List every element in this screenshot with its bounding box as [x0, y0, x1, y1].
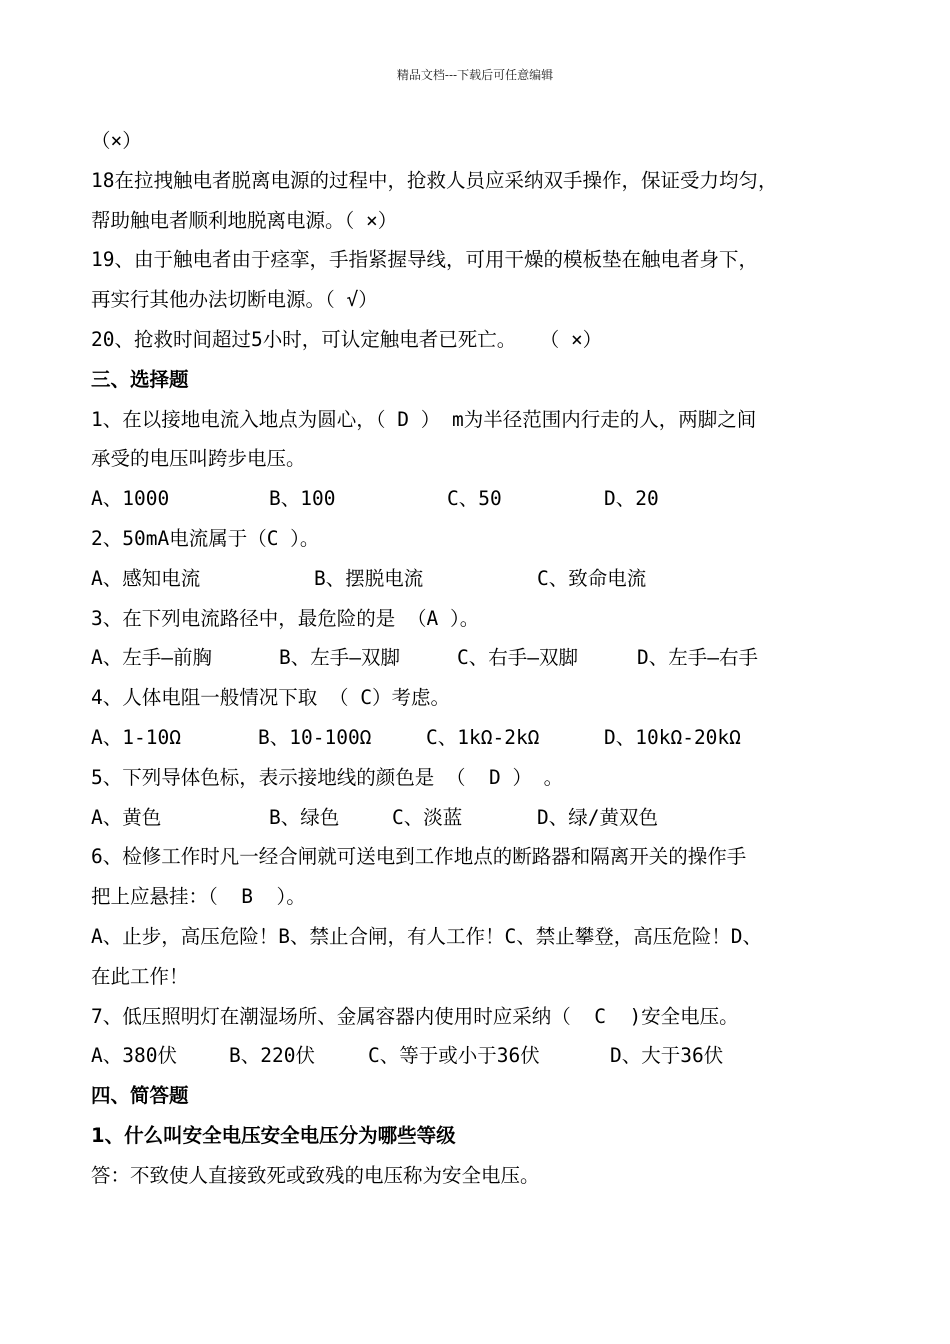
option: C、等于或小于36伏	[368, 1044, 540, 1068]
option: B、绿色	[269, 805, 340, 829]
text-line: （×）	[91, 129, 142, 152]
option-row-q6-cont: 在此工作！	[91, 964, 189, 988]
option: D、大于36伏	[610, 1044, 724, 1068]
question-text: 把上应悬挂：（ B ）。	[91, 885, 306, 909]
option: D、20	[604, 487, 659, 511]
section-heading-short-answer: 四、简答题	[91, 1084, 189, 1108]
text-line: 19、由于触电者由于痉挛，手指紧握导线，可用干燥的模板垫在触电者身下，	[91, 248, 758, 272]
option: C、致命电流	[537, 566, 647, 590]
option-row-q4	[91, 718, 891, 758]
question-text: 3、在下列电流路径中，最危险的是 （A ）。	[91, 606, 480, 630]
option: C、50	[447, 487, 502, 511]
option: D、绿/黄双色	[537, 805, 658, 829]
text-line: 20、抢救时间超过5小时，可认定触电者已死亡。 （ ×）	[91, 327, 603, 351]
option: A、1000	[91, 487, 170, 511]
option: D、10kΩ-20kΩ	[604, 725, 741, 749]
option: A、380伏	[91, 1044, 177, 1068]
option: D、左手—右手	[637, 646, 758, 670]
option: B、左手—双脚	[279, 646, 400, 670]
option-row-q7	[91, 1036, 891, 1076]
text-line: 帮助触电者顺利地脱离电源。（ ×）	[91, 208, 398, 232]
option-row-q2	[91, 559, 891, 599]
question-text: 4、人体电阻一般情况下取 （ C）考虑。	[91, 686, 450, 710]
option-row-q1	[91, 479, 891, 519]
question-text: 5、下列导体色标，表示接地线的颜色是 （ D ） 。	[91, 765, 564, 789]
question-text: 1、在以接地电流入地点为圆心，（ D ） m为半径范围内行走的人，两脚之间	[91, 407, 757, 431]
option: A、黄色	[91, 805, 162, 829]
option: A、1-10Ω	[91, 725, 181, 749]
option: B、10-100Ω	[258, 725, 372, 749]
option-row-q5	[91, 798, 891, 838]
document-body	[91, 121, 891, 1196]
option: B、摆脱电流	[314, 566, 424, 590]
question-text: 1、什么叫安全电压安全电压分为哪些等级	[91, 1123, 456, 1147]
question-text: 7、低压照明灯在潮湿场所、金属容器内使用时应采纳（ C )安全电压。	[91, 1004, 739, 1028]
option: B、100	[269, 487, 336, 511]
section-heading-choice: 三、选择题	[91, 367, 189, 391]
question-text: 2、50mA电流属于（C ）。	[91, 526, 320, 550]
option: C、1kΩ-2kΩ	[426, 725, 540, 749]
question-text: 承受的电压叫跨步电压。	[91, 447, 306, 471]
page-header: 精品文档---下载后可任意编辑	[396, 68, 554, 82]
question-text: 6、检修工作时凡一经合闸就可送电到工作地点的断路器和隔离开关的操作手	[91, 845, 747, 869]
option-row-q6: A、止步，高压危险！B、禁止合闸，有人工作！C、禁止攀登，高压危险！D、	[91, 924, 762, 948]
text-line: 18在拉拽触电者脱离电源的过程中，抢救人员应采纳双手操作，保证受力均匀，	[91, 168, 778, 192]
answer-text: 答：不致使人直接致死或致残的电压称为安全电压。	[91, 1163, 540, 1187]
option: A、感知电流	[91, 566, 201, 590]
text-line: 再实行其他办法切断电源。（ √）	[91, 288, 378, 312]
option-row-q3	[91, 638, 891, 678]
option: C、淡蓝	[392, 805, 463, 829]
option: B、220伏	[229, 1044, 315, 1068]
option: A、左手—前胸	[91, 646, 212, 670]
option: C、右手—双脚	[457, 646, 578, 670]
